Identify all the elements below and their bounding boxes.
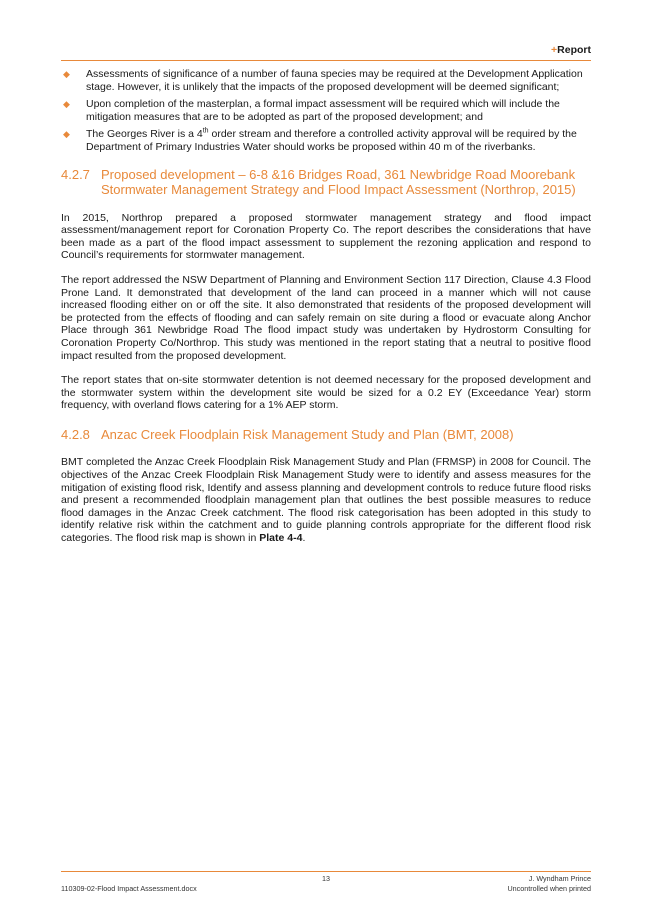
list-item: [61, 98, 591, 123]
section-number: 4.2.8: [61, 426, 90, 442]
paragraph: In 2015, Northrop prepared a proposed stormwater management strategy and flood impact assessment/management report for Coronation Property Co. The report describes the considerations that have been made as a part of the flood impact assessment to supplement the rezoning application and respond to Council’s requirements for stormwater management.: [61, 211, 591, 262]
orange-diamond-bullet-icon: ◆: [63, 129, 70, 140]
paragraph-end: .: [302, 531, 306, 544]
company-name: J. Wyndham Prince: [528, 874, 591, 883]
superscript: th: [202, 127, 209, 135]
header-plus-mark: +: [551, 44, 558, 56]
list-item-text-pre: The Georges River is a 4: [86, 128, 203, 141]
section-heading-4-2-7: [61, 167, 591, 198]
page-number: 13: [322, 874, 330, 883]
orange-diamond-bullet-icon: ◆: [63, 99, 70, 110]
list-item-text: Assessments of significance of a number of fauna species may be required at the Development Application stage. However, it is unlikely that the impacts of the proposed development will be deemed significant;: [86, 68, 583, 93]
list-item: [61, 128, 591, 153]
section-heading-4-2-8: [61, 427, 591, 443]
paragraph-text: BMT completed the Anzac Creek Floodplain Risk Management Study and Plan (FRMSP) in 2008 for Council. The objectives of the Anzac Creek Floodplain Risk Management Study were to identify and assess measures for the mitigation of existing flood risk, Identify and assess planning and development controls to reduce future flood risks and present a recommended floodplain management plan that outlines the best possible measures to reduce flood damages in the Anzac Creek catchment. The flood risk categorisation has been adopted in this study to identify relative risk within the catchment and to guide planning controls appropriate for the different flood risk categories. The flood risk map is shown in: [61, 456, 591, 544]
list-item: [61, 68, 591, 93]
list-item-text: Upon completion of the masterplan, a formal impact assessment will be required which will include the mitigation measures that are to be adopted as part of the proposed development; and: [86, 98, 560, 123]
section-title: Proposed development – 6-8 &16 Bridges Road, 361 Newbridge Road Moorebank Stormwater Management Strategy and Flood Impact Assessment (Northrop, 2015): [101, 166, 576, 198]
bullet-list: [61, 68, 591, 154]
plate-reference: Plate 4-4: [259, 531, 303, 544]
uncontrolled-note: Uncontrolled when printed: [507, 884, 591, 893]
page-header: [61, 44, 591, 61]
section-title: Anzac Creek Floodplain Risk Management Study and Plan (BMT, 2008): [101, 426, 514, 442]
file-name: 110309-02-Flood Impact Assessment.docx: [61, 884, 197, 893]
section-number: 4.2.7: [61, 166, 90, 182]
footer-divider: [61, 871, 591, 872]
header-title: Report: [557, 44, 591, 56]
list-item-text-post: order stream and therefore a controlled activity approval will be required by the Department of Primary Industries Water should works be proposed within 40 m of the riverbanks.: [86, 128, 577, 153]
orange-diamond-bullet-icon: ◆: [63, 69, 70, 79]
paragraph: [61, 456, 591, 544]
page-content: [61, 68, 591, 545]
paragraph: The report states that on-site stormwater detention is not deemed necessary for the proposed development and the stormwater system within the development site would be sized for a 0.2 EY (Exceedance Year) storm frequency, with overland flows catering for a 1% AEP storm.: [61, 374, 591, 412]
paragraph: The report addressed the NSW Department of Planning and Environment Section 117 Direction, Clause 4.3 Flood Prone Land. It demonstrated that development of the land can proceed in a manner which will not cause increased flooding either on or off the site. It also demonstrated that residents of the proposed development will be protected from the effects of flooding and can safely remain on site during a flood or evacuate along Anchor Place through 361 Newbridge Road The flood impact study was undertaken by Hydrostorm Consulting for Coronation Property Co/Northrop. This study was mentioned in the report stating that a neutral to positive flood impact resulted from the proposed development.: [61, 273, 591, 362]
